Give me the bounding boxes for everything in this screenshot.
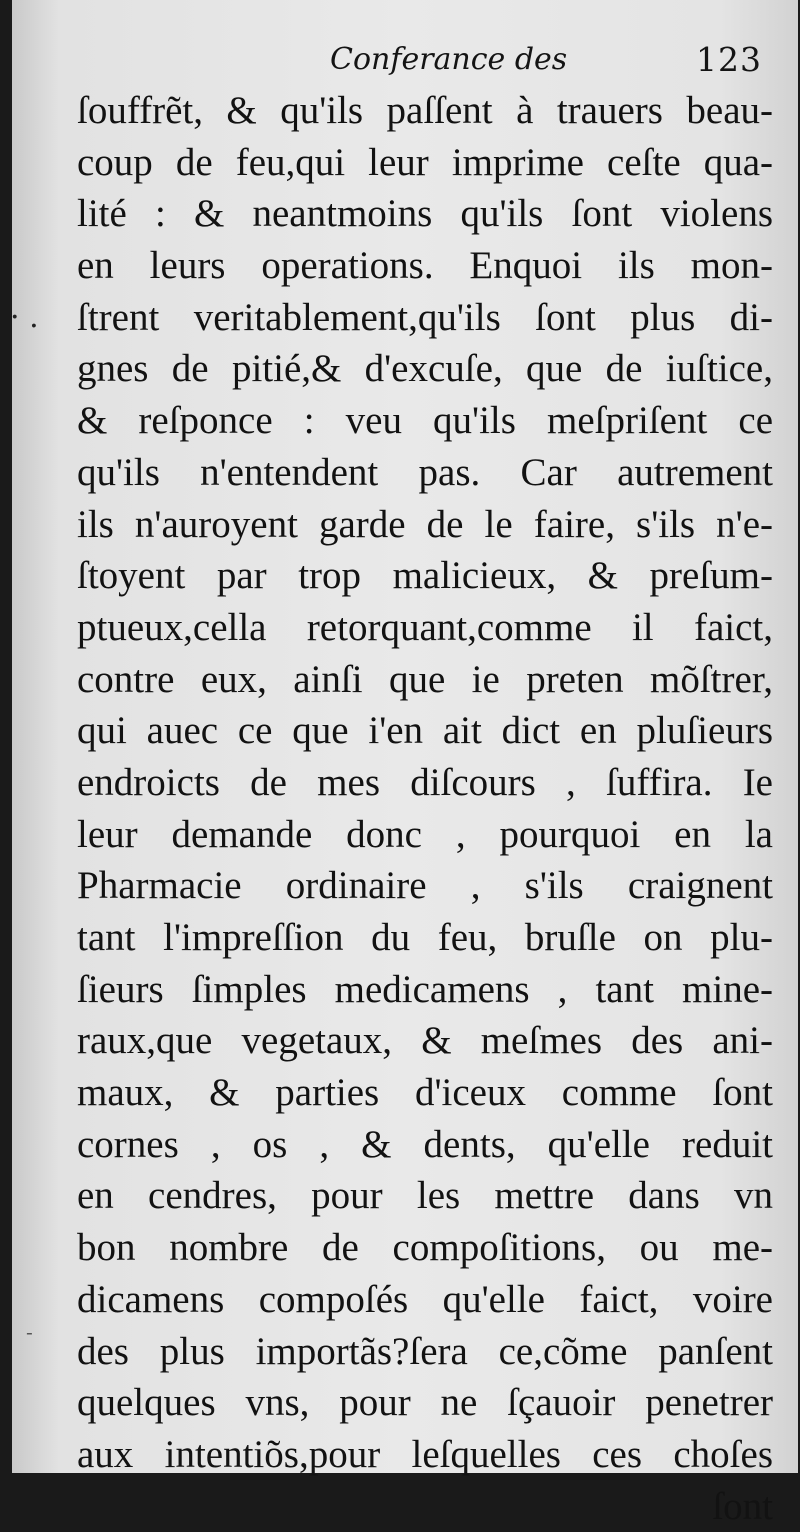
text-line: maux, & parties d'iceux comme ſont <box>77 1071 773 1115</box>
text-line: ſieurs ſimples medicamens , tant mine- <box>77 967 773 1011</box>
text-line: qui auec ce que i'en ait dict en pluſieurs <box>77 709 773 753</box>
text-line: tant l'impreſſion du feu, bruſle on plu- <box>77 916 773 959</box>
text-line: contre eux, ainſi que ie preten mõſtrer, <box>77 657 773 701</box>
text-line: en cendres, pour les mettre dans vn <box>77 1174 773 1218</box>
text-line: & reſponce : veu qu'ils meſpriſent ce <box>77 399 773 443</box>
text-line: gnes de pitié,& d'excuſe, que de iuſtice, <box>77 347 773 391</box>
text-line: aux intentiõs,pour leſquelles ces choſes <box>77 1432 773 1476</box>
text-line: dicamens compoſés qu'elle faict, voire <box>77 1277 773 1321</box>
body-text <box>77 85 773 1532</box>
text-line: ſtrent veritablement,qu'ils ſont plus di- <box>77 295 773 339</box>
text-line: en leurs operations. Enquoi ils mon- <box>77 244 773 288</box>
text-line: leur demande donc , pourquoi en la <box>77 812 773 856</box>
text-line: ſtoyent par trop malicieux, & preſum- <box>77 554 773 598</box>
text-line: lité : & neantmoins qu'ils ſont violens <box>77 192 773 236</box>
margin-mark: · . <box>10 300 39 335</box>
running-title: Conferance des <box>330 42 568 77</box>
text-line: Pharmacie ordinaire , s'ils craignent <box>77 864 773 908</box>
text-line: ils n'auroyent garde de le faire, s'ils n'e- <box>77 502 773 546</box>
page-number: 123 <box>696 40 762 79</box>
text-line: des plus importãs?ſera ce,cõme panſent <box>77 1329 773 1373</box>
text-line: coup de feu,qui leur imprime ceſte qua- <box>77 140 773 184</box>
text-line: endroicts de mes diſcours , ſuffira. Ie <box>77 760 773 804</box>
text-line: cornes , os , & dents, qu'elle reduit <box>77 1122 773 1166</box>
book-page <box>10 0 798 1528</box>
margin-mark: - <box>26 1320 33 1344</box>
text-line: ſouffrẽt, & qu'ils paſſent à trauers beau- <box>77 89 773 132</box>
catchword: ſont <box>712 1484 773 1528</box>
text-line: quelques vns, pour ne ſçauoir penetrer <box>77 1381 773 1425</box>
text-line: bon nombre de compoſitions, ou me- <box>77 1226 773 1270</box>
text-line: qu'ils n'entendent pas. Car autrement <box>77 450 773 494</box>
text-line: ptueux,cella retorquant,comme il faict, <box>77 605 773 649</box>
page-header <box>12 38 798 88</box>
text-line: raux,que vegetaux, & meſmes des ani- <box>77 1019 773 1063</box>
